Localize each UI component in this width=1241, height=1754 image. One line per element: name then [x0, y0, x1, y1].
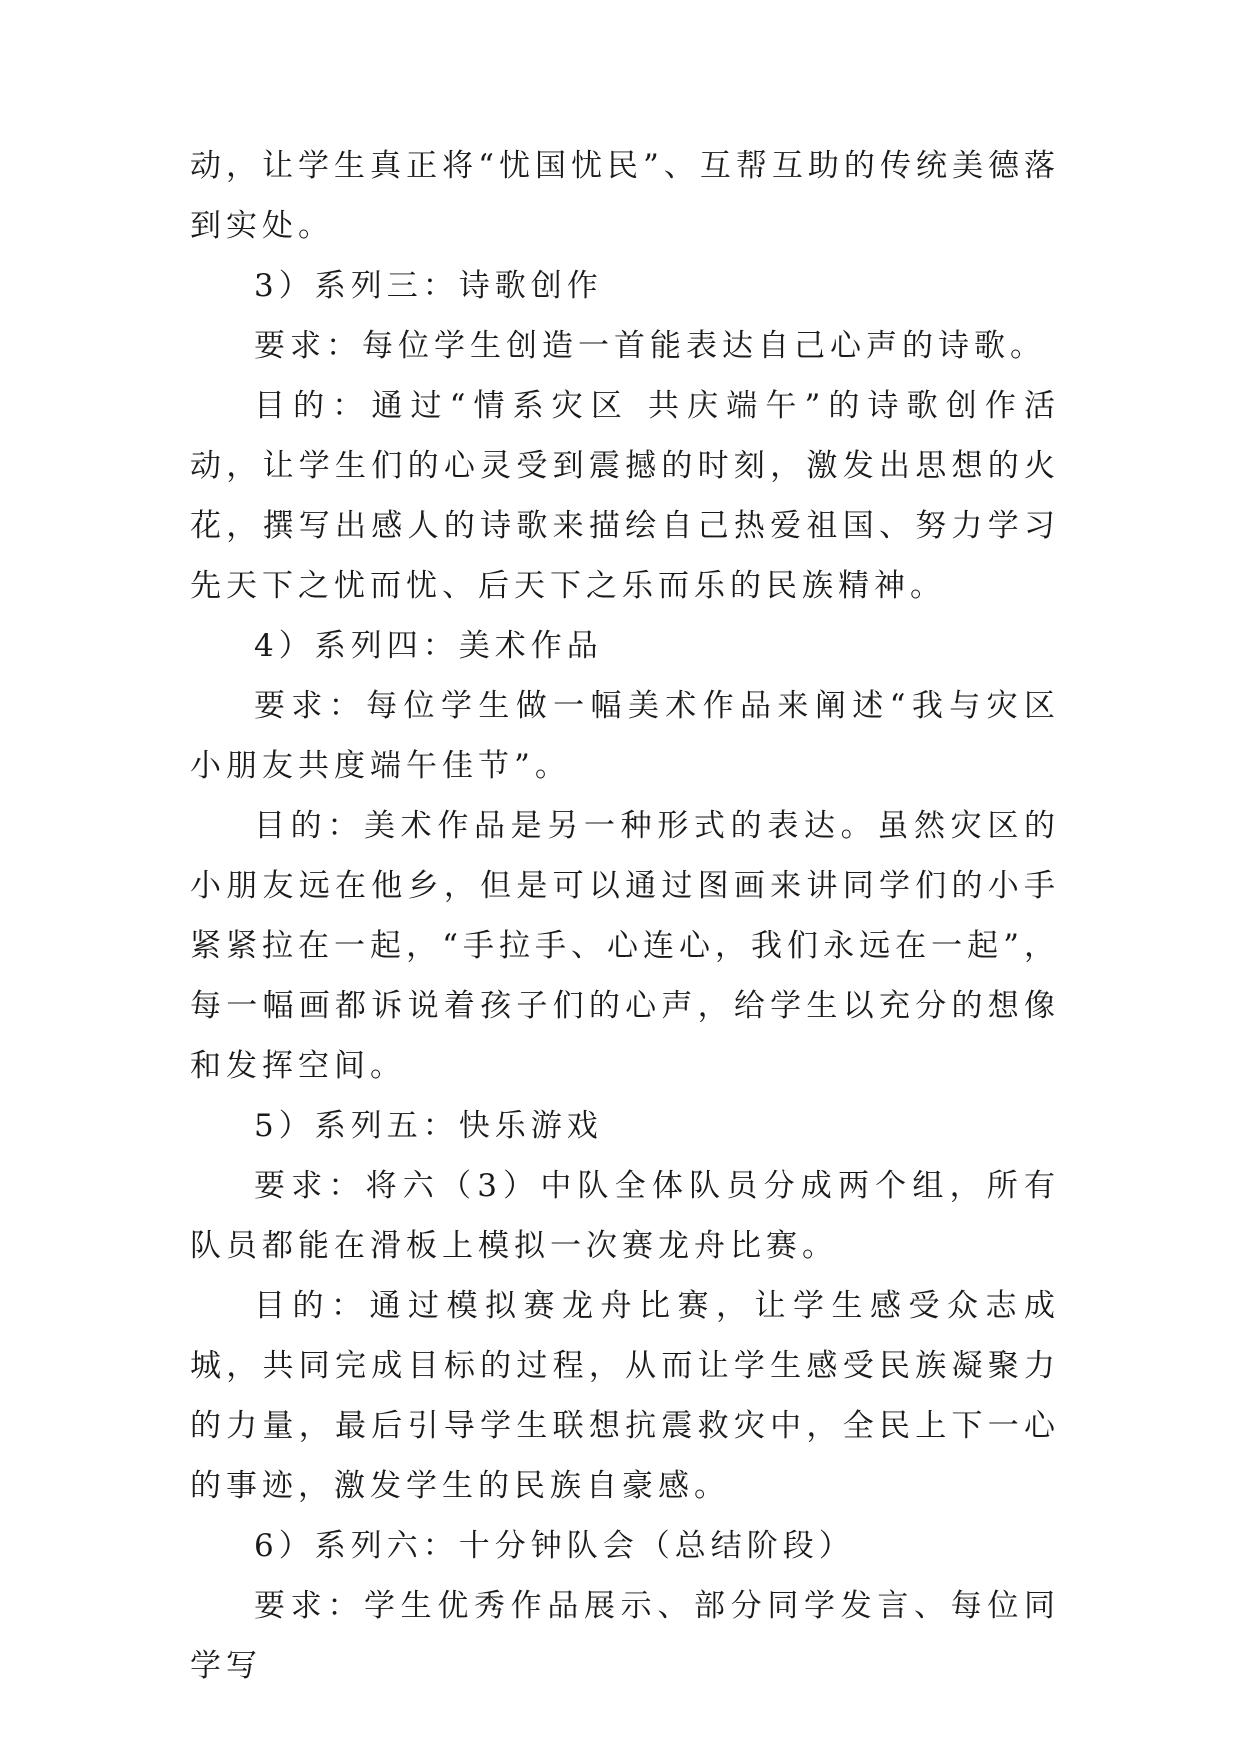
- series-four-heading: 4）系列四：美术作品: [254, 628, 603, 664]
- series-six-heading: 6）系列六：十分钟队会（总结阶段）: [254, 1528, 855, 1564]
- series-five-purpose: 目的：通过模拟赛龙舟比赛，让学生感受众志成城，共同完成目标的过程，从而让学生感受民族凝聚力的力量，最后引导学生联想抗震救灾中，全民上下一心的事迹，激发学生的民族自豪感。: [190, 1288, 1060, 1504]
- series-three-heading: 3）系列三：诗歌创作: [254, 268, 603, 304]
- series-six-requirement: 要求：学生优秀作品展示、部分同学发言、每位同学写: [190, 1588, 1060, 1684]
- series-three-requirement: 要求：每位学生创造一首能表达自己心声的诗歌。: [254, 328, 1046, 364]
- series-three-purpose: 目的：通过“情系灾区 共庆端午”的诗歌创作活动，让学生们的心灵受到震撼的时刻，激发出思想的火花，撰写出感人的诗歌来描绘自己热爱祖国、努力学习先天下之忧而忧、后天下之乐而乐的民族精神。: [190, 388, 1060, 604]
- document-body: [190, 136, 1060, 1696]
- series-five-heading: 5）系列五：快乐游戏: [254, 1108, 603, 1144]
- series-four-requirement: 要求：每位学生做一幅美术作品来阐述“我与灾区小朋友共度端午佳节”。: [190, 688, 1060, 784]
- series-five-requirement: 要求：将六（3）中队全体队员分成两个组，所有队员都能在滑板上模拟一次赛龙舟比赛。: [190, 1168, 1060, 1264]
- series-four-purpose: 目的：美术作品是另一种形式的表达。虽然灾区的小朋友远在他乡，但是可以通过图画来讲同学们的小手紧紧拉在一起，“手拉手、心连心，我们永远在一起”，每一幅画都诉说着孩子们的心声，给学生以充分的想像和发挥空间。: [190, 808, 1060, 1084]
- paragraph-continuation: 动，让学生真正将“忧国忧民”、互帮互助的传统美德落到实处。: [190, 148, 1060, 244]
